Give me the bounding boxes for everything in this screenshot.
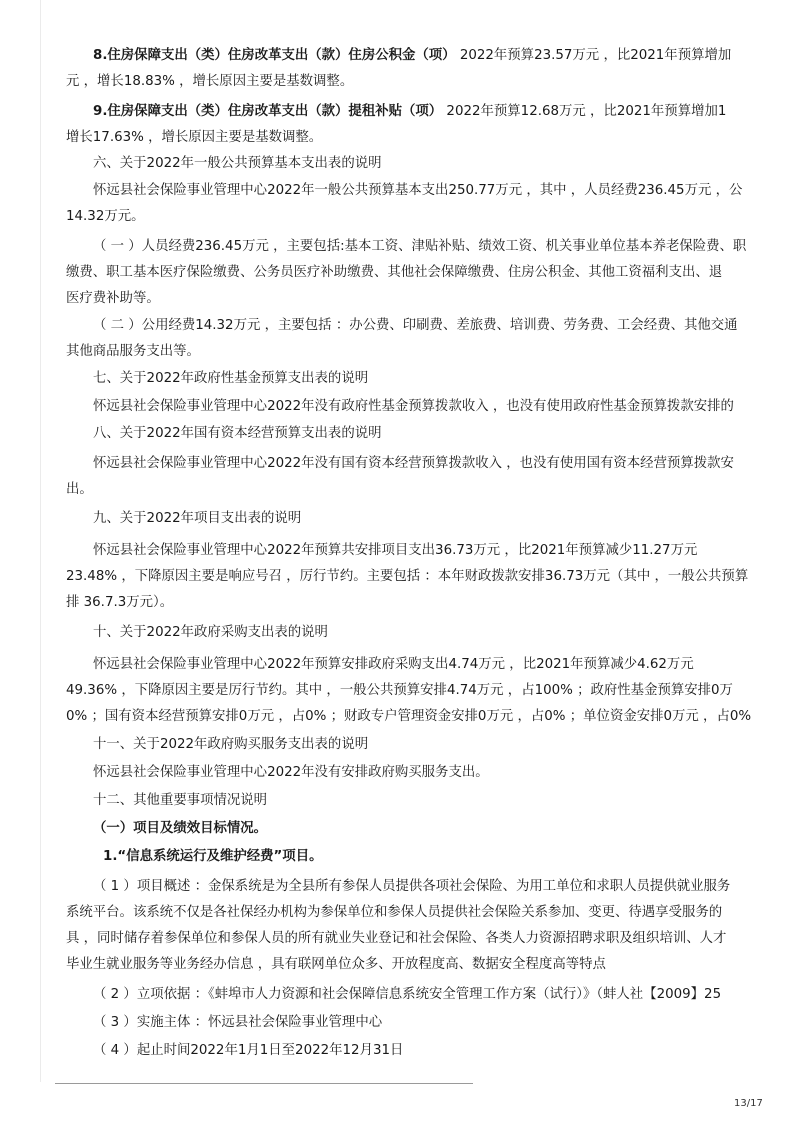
section-heading-11: 十一、关于2022年政府购买服务支出表的说明 bbox=[93, 737, 369, 752]
bold-heading-housing-fund: 8.住房保障支出（类）住房改革支出（款）住房公积金（项） bbox=[93, 48, 456, 63]
section-heading-6: 六、关于2022年一般公共预算基本支出表的说明 bbox=[93, 156, 382, 171]
paragraph-line: 怀远县社会保险事业管理中心2022年预算安排政府采购支出4.74万元 ，比2021年预算减少4.62万元 bbox=[93, 657, 694, 672]
paragraph-line: 缴费、职工基本医疗保险缴费、公务员医疗补助缴费、其他社会保障缴费、住房公积金、其他工资福利支出、退 bbox=[66, 265, 723, 280]
subsection-heading: （一）项目及绩效目标情况。 bbox=[93, 821, 268, 836]
paragraph-line: 出。 bbox=[66, 482, 93, 497]
paragraph-line: 增长17.63% ，增长原因主要是基数调整。 bbox=[66, 130, 323, 145]
paragraph-line: 0% ；国有资本经营预算安排0万元 ，占0% ；财政专户管理资金安排0万元 ，占0% ；单位资金安排0万元 ，占0% bbox=[66, 709, 752, 724]
project-heading: 1.“信息系统运行及维护经费”项目。 bbox=[103, 849, 323, 864]
paragraph-line: 怀远县社会保险事业管理中心2022年一般公共预算基本支出250.77万元 ，其中 ，人员经费236.45万元 ，公 bbox=[93, 183, 743, 198]
paragraph-line: 23.48% ，下降原因主要是响应号召 ，厉行节约。主要包括 ：本年财政拨款安排36.73万元（其中 ，一般公共预算 bbox=[66, 569, 749, 584]
line-text: 2022年预算23.57万元 ，比2021年预算增加 bbox=[455, 48, 732, 63]
paragraph-line-housing-fund bbox=[93, 46, 779, 66]
paragraph-line: 怀远县社会保险事业管理中心2022年没有国有资本经营预算拨款收入 ，也没有使用国有资本经营预算拨款安 bbox=[93, 456, 734, 471]
paragraph-line: 怀远县社会保险事业管理中心2022年没有政府性基金预算拨款收入 ，也没有使用政府性基金预算拨款安排的 bbox=[93, 399, 734, 414]
paragraph-line: （ 二 ）公用经费14.32万元 ，主要包括 ：办公费、印刷费、差旅费、培训费、劳务费、工会经费、其他交通 bbox=[93, 318, 738, 333]
section-heading-10: 十、关于2022年政府采购支出表的说明 bbox=[93, 625, 328, 640]
section-heading-9: 九、关于2022年项目支出表的说明 bbox=[93, 511, 302, 526]
section-heading-7: 七、关于2022年政府性基金预算支出表的说明 bbox=[93, 371, 369, 386]
paragraph-line: 其他商品服务支出等。 bbox=[66, 344, 200, 359]
paragraph-line: 元 ，增长18.83% ，增长原因主要是基数调整。 bbox=[66, 74, 354, 89]
line-text: 2022年预算12.68万元 ，比2021年预算增加1 bbox=[442, 104, 727, 119]
paragraph-line: 49.36% ，下降原因主要是厉行节约。其中 ，一般公共预算安排4.74万元 ，占100% ；政府性基金预算安排0万 bbox=[66, 683, 733, 698]
paragraph-line: 具 ，同时储存着参保单位和参保人员的所有就业失业登记和社会保险、各类人力资源招聘求职及组织培训、人才 bbox=[66, 931, 727, 946]
section-heading-8: 八、关于2022年国有资本经营预算支出表的说明 bbox=[93, 426, 382, 441]
paragraph-line: （ 1 ）项目概述 ：金保系统是为全县所有参保人员提供各项社会保险、为用工单位和求职人员提供就业服务 bbox=[93, 879, 731, 894]
paragraph-line: 14.32万元。 bbox=[66, 209, 145, 224]
bold-heading-rent-subsidy: 9.住房保障支出（类）住房改革支出（款）提租补贴（项） bbox=[93, 104, 443, 119]
footer-rule bbox=[55, 1083, 473, 1084]
paragraph-line: 毕业生就业服务等业务经办信息 ，具有联网单位众多、开放程度高、数据安全程度高等特点 bbox=[66, 957, 606, 972]
paragraph-line: （ 一 ）人员经费236.45万元 ，主要包括:基本工资、津贴补贴、绩效工资、机关事业单位基本养老保险费、职 bbox=[93, 239, 747, 254]
paragraph-line: 系统平台。该系统不仅是各社保经办机构为参保单位和参保人员提供社会保险关系参加、变更、待遇享受服务的 bbox=[66, 905, 723, 920]
paragraph-line-rent-subsidy bbox=[93, 102, 779, 122]
section-heading-12: 十二、其他重要事项情况说明 bbox=[93, 793, 268, 808]
paragraph-line: 医疗费补助等。 bbox=[66, 291, 160, 306]
paragraph-line: 怀远县社会保险事业管理中心2022年没有安排政府购买服务支出。 bbox=[93, 765, 489, 780]
paragraph-line: （ 3 ）实施主体 ：怀远县社会保险事业管理中心 bbox=[93, 1015, 383, 1030]
paragraph-line: 怀远县社会保险事业管理中心2022年预算共安排项目支出36.73万元 ，比2021年预算减少11.27万元 bbox=[93, 543, 698, 558]
paragraph-line: （ 2 ）立项依据 ：《蚌埠市人力资源和社会保障信息系统安全管理工作方案（试行）》（蚌人社【2009】25 bbox=[93, 987, 722, 1002]
paragraph-line: 排 36.7.3万元）。 bbox=[66, 595, 174, 610]
page-number: 13/17 bbox=[734, 1098, 763, 1109]
paragraph-line: （ 4 ）起止时间2022年1月1日至2022年12月31日 bbox=[93, 1043, 404, 1058]
